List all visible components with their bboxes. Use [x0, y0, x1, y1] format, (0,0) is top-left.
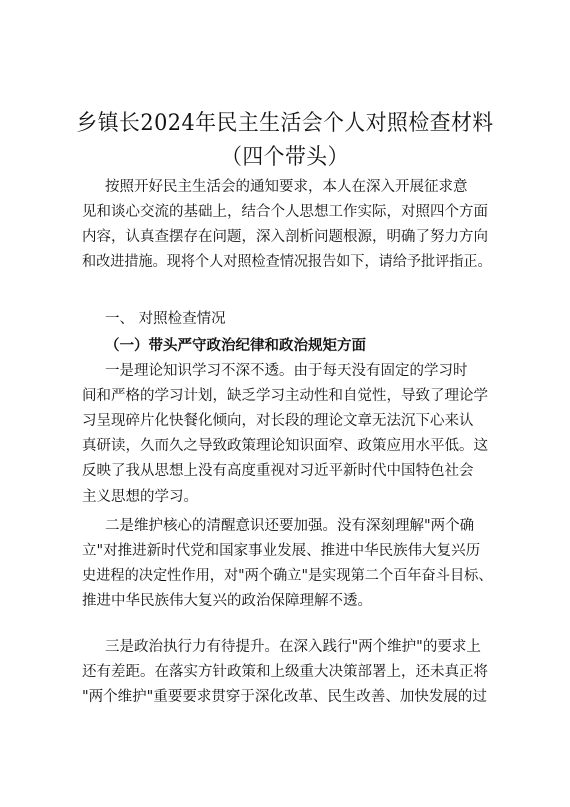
- document-subtitle: （四个带头）: [221, 145, 349, 170]
- paragraph-line: 还有差距。在落实方针政策和上级重大决策部署上，还未真正将: [82, 664, 488, 680]
- paragraph-line: 主义思想的学习。: [82, 489, 198, 505]
- intro-line: 和改进措施。现将个人对照检查情况报告如下，请给予批评指正。: [82, 254, 492, 270]
- paragraph-line: 立"对推进新时代党和国家事业发展、推进中华民族伟大复兴历: [82, 543, 481, 559]
- paragraph-line: 间和严格的学习计划，缺乏学习主动性和自觉性，导致了理论学: [82, 388, 488, 404]
- document-title: 乡镇长2024年民主生活会个人对照检查材料: [76, 111, 494, 136]
- paragraph-line: 一是理论知识学习不深不透。由于每天没有固定的学习时: [105, 363, 468, 379]
- section-heading: 一、 对照检查情况: [105, 311, 226, 327]
- paragraph-line: 反映了我从思想上没有高度重视对习近平新时代中国特色社会: [82, 463, 474, 479]
- paragraph-line: 史进程的决定性作用，对"两个确立"是实现第二个百年奋斗目标、: [82, 568, 493, 584]
- paragraph-line: 真研读，久而久之导致政策理论知识面窄、政策应用水平低。这: [82, 438, 488, 454]
- paragraph-line: "两个维护"重要要求贯穿于深化改革、民生改善、加快发展的过: [82, 689, 487, 705]
- paragraph-line: 推进中华民族伟大复兴的政治保障理解不透。: [82, 593, 372, 609]
- intro-line: 按照开好民主生活会的通知要求，本人在深入开展征求意: [105, 179, 468, 195]
- subsection-heading: （一）带头严守政治纪律和政治规矩方面: [105, 337, 366, 354]
- intro-line: 内容，认真查摆存在问题，深入剖析问题根源，明确了努力方向: [82, 229, 488, 245]
- paragraph-line: 习呈现碎片化快餐化倾向，对长段的理论文章无法沉下心来认: [82, 413, 474, 429]
- intro-line: 见和谈心交流的基础上，结合个人思想工作实际，对照四个方面: [82, 204, 488, 220]
- paragraph-line: 二是维护核心的清醒意识还要加强。没有深刻理解"两个确: [105, 518, 475, 534]
- paragraph-line: 三是政治执行力有待提升。在深入践行"两个维护"的要求上: [105, 639, 481, 655]
